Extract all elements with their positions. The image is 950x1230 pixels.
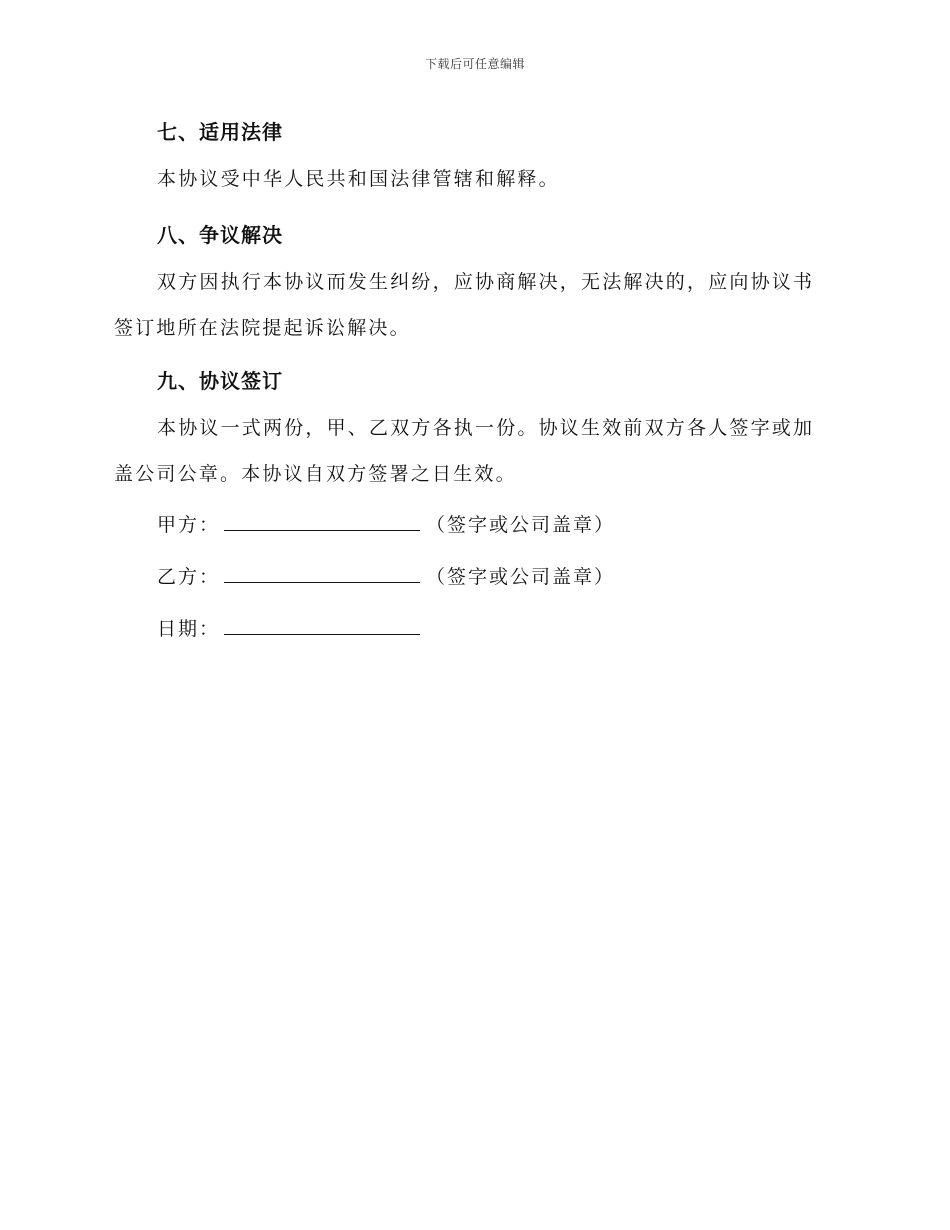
party-a-seal-note: （签字或公司盖章）: [426, 514, 616, 536]
date-row: [157, 614, 426, 641]
party-b-signature-line[interactable]: [224, 562, 420, 583]
section-heading-signing: 九、协议签订: [157, 369, 283, 393]
party-b-signature-row: [157, 562, 615, 589]
section-body-governing-law: 本协议受中华人民共和国法律管辖和解释。: [157, 168, 560, 190]
party-b-seal-note: （签字或公司盖章）: [426, 566, 616, 588]
date-line[interactable]: [224, 614, 420, 635]
section-heading-governing-law: 七、适用法律: [157, 120, 283, 144]
date-label: 日期：: [157, 618, 221, 640]
party-a-signature-line[interactable]: [224, 510, 420, 531]
section-body-dispute-resolution: 双方因执行本协议而发生纠纷，应协商解决，无法解决的，应向协议书签订地所在法院提起诉讼解决。: [114, 271, 815, 339]
party-a-label: 甲方：: [157, 514, 221, 536]
page-header: 下载后可任意编辑: [424, 57, 525, 71]
party-b-label: 乙方：: [157, 566, 221, 588]
party-a-signature-row: [157, 510, 615, 537]
section-body-signing: 本协议一式两份，甲、乙双方各执一份。协议生效前双方各人签字或加盖公司公章。本协议自双方签署之日生效。: [114, 417, 815, 485]
section-heading-dispute-resolution: 八、争议解决: [157, 223, 283, 247]
